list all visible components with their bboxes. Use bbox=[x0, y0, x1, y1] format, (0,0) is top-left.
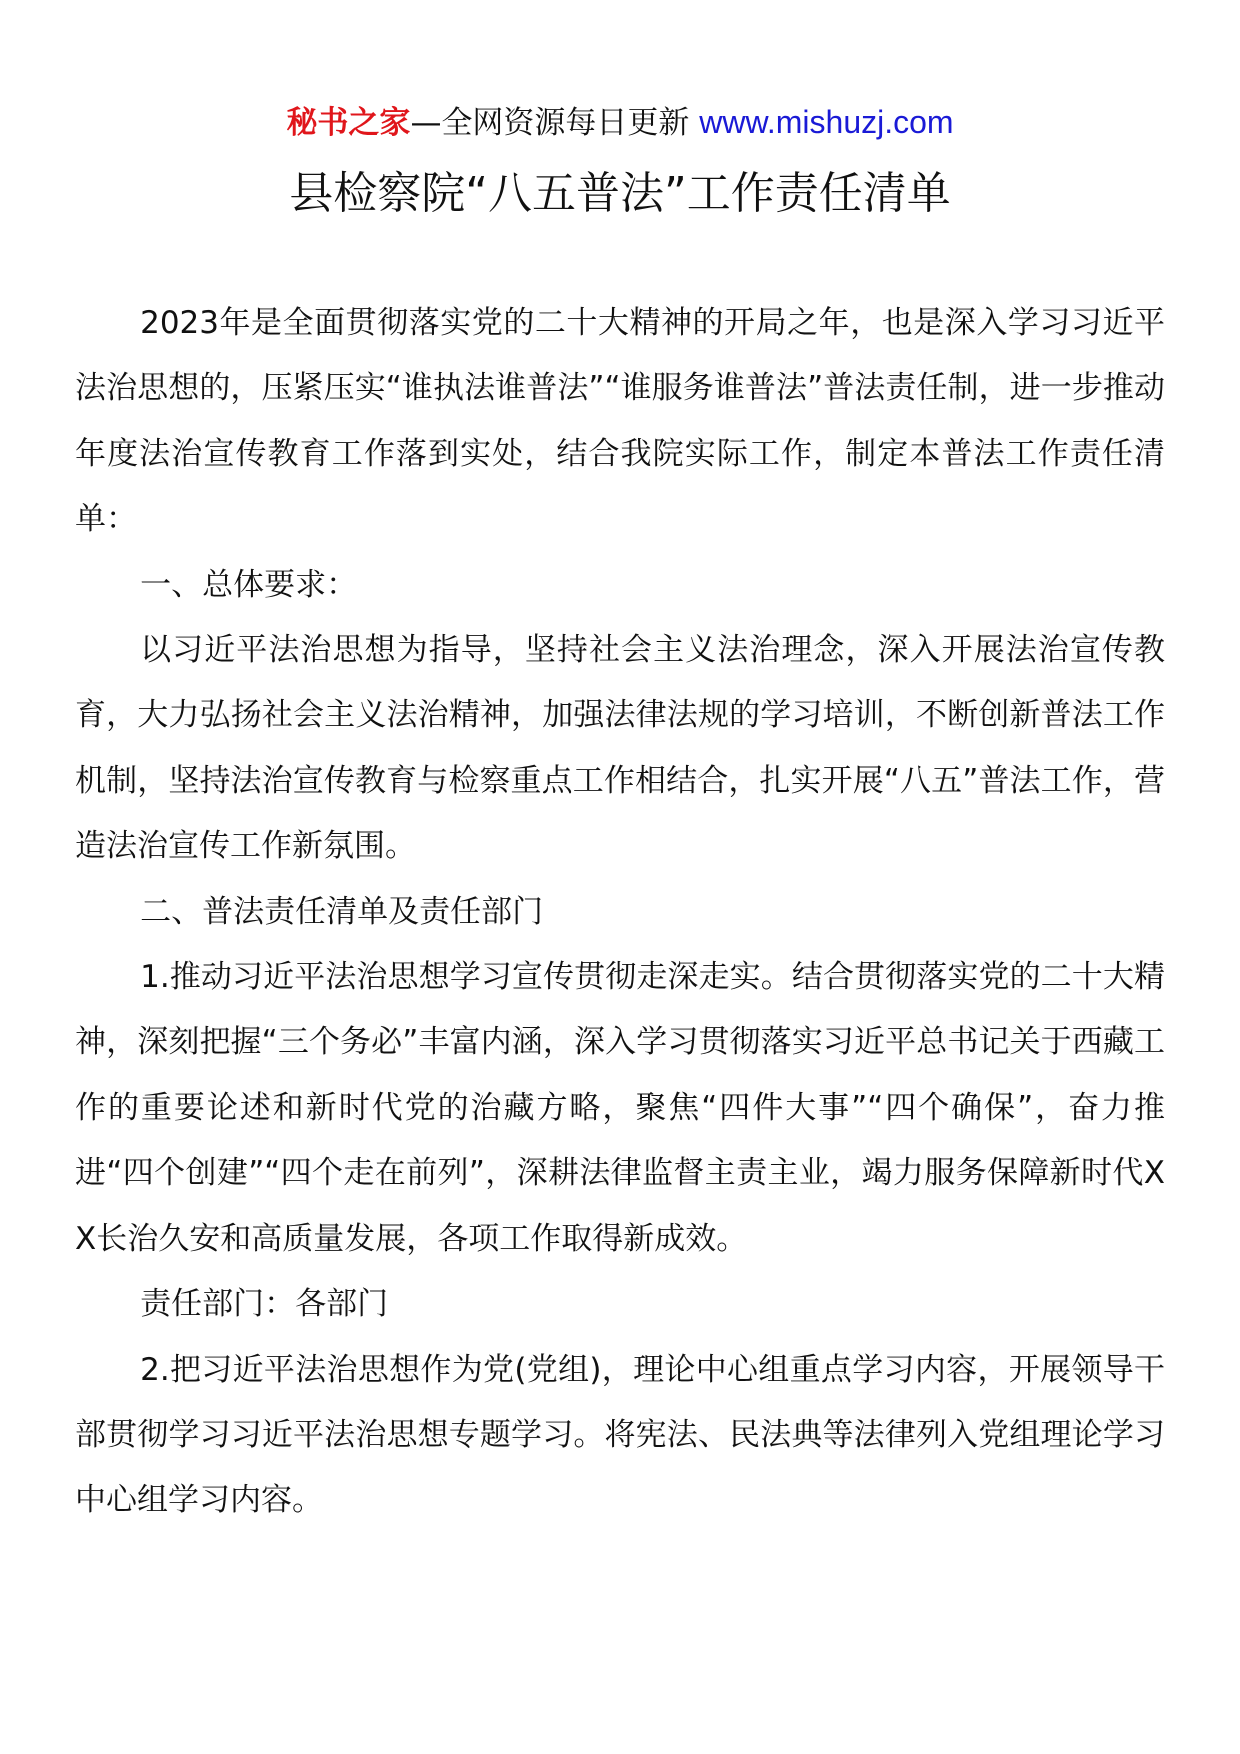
item-1-paragraph: 1.推动习近平法治思想学习宣传贯彻走深走实。结合贯彻落实党的二十大精神，深刻把握“三个务必”丰富内涵，深入学习贯彻落实习近平总书记关于西藏工作的重要论述和新时代党的治藏方略，聚焦“四件大事”“四个确保”，奋力推进“四个创建”“四个走在前列”，深耕法律监督主责主业，竭力服务保障新时代XX长治久安和高质量发展，各项工作取得新成效。 bbox=[75, 959, 1165, 1257]
site-link[interactable]: www.mishuzj.com bbox=[699, 104, 954, 140]
section-heading-responsibility: 二、普法责任清单及责任部门 bbox=[140, 893, 544, 930]
intro-paragraph: 2023年是全面贯彻落实党的二十大精神的开局之年，也是深入学习习近平法治思想的，压紧压实“谁执法谁普法”“谁服务谁普法”普法责任制，进一步推动年度法治宣传教育工作落到实处，结合我院实际工作，制定本普法工作责任清单： bbox=[75, 305, 1165, 538]
document-title: 县检察院“八五普法”工作责任清单 bbox=[289, 168, 951, 219]
site-header bbox=[0, 100, 1240, 145]
document-body bbox=[75, 291, 1165, 1534]
section-heading-general: 一、总体要求： bbox=[140, 566, 358, 603]
item-1-department: 责任部门：各部门 bbox=[140, 1286, 389, 1323]
header-tagline: —全网资源每日更新 bbox=[410, 105, 700, 141]
item-2-paragraph: 2.把习近平法治思想作为党(党组)，理论中心组重点学习内容，开展领导干部贯彻学习习近平法治思想专题学习。将宪法、民法典等法律列入党组理论学习中心组学习内容。 bbox=[75, 1351, 1165, 1519]
general-requirements-paragraph: 以习近平法治思想为指导，坚持社会主义法治理念，深入开展法治宣传教育，大力弘扬社会主义法治精神，加强法律法规的学习培训，不断创新普法工作机制，坚持法治宣传教育与检察重点工作相结合，扎实开展“八五”普法工作，营造法治宣传工作新氛围。 bbox=[75, 632, 1165, 865]
brand-name: 秘书之家 bbox=[286, 105, 411, 141]
